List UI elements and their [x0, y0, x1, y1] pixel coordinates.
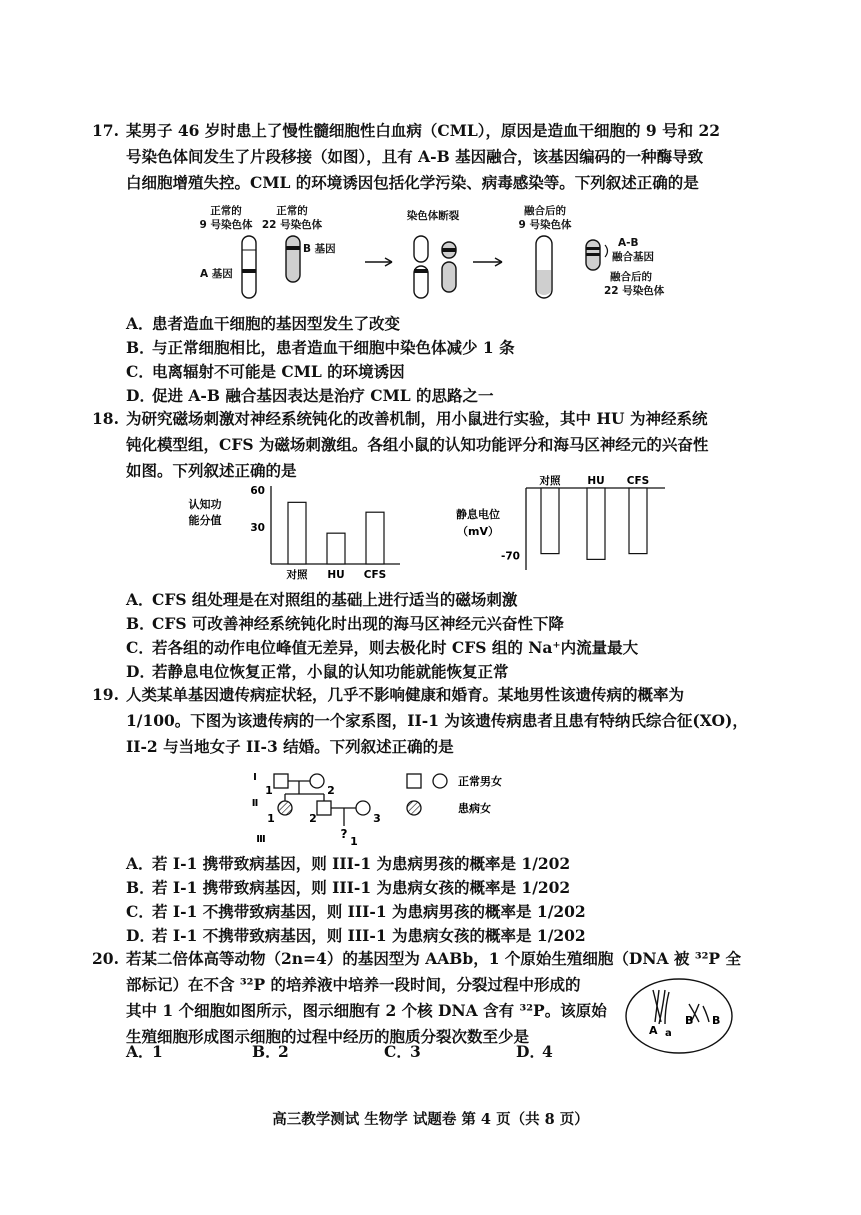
question-17: [92, 118, 772, 196]
q18-option-b[interactable]: B．CFS 可改善神经系统钝化时出现的海马区神经元兴奋性下降: [126, 614, 564, 633]
chromosome-fused-9: [536, 236, 552, 298]
chart1-category-cfs: CFS: [363, 569, 387, 581]
legend-normal-label: 正常男女: [458, 775, 502, 788]
chart1-ytick-60: 60: [250, 485, 265, 497]
chart2-ylabel-line2: （mV）: [457, 525, 499, 538]
chart2-category-cfs: CFS: [626, 475, 650, 487]
pedigree-ii1-label: 1: [267, 812, 275, 825]
q18-option-d[interactable]: D．若静息电位恢复正常，小鼠的认知功能就能恢复正常: [126, 662, 509, 681]
question-text: II-2 与当地女子 II-3 结婚。下列叙述正确的是: [126, 737, 454, 756]
chart1-ylabel-line1: 认知功: [188, 498, 222, 511]
label-gene-b: B 基因: [303, 243, 336, 255]
pedigree-i2-label: 2: [327, 784, 335, 797]
chart1-category-control: 对照: [286, 569, 308, 581]
gene-label-a-upper: A: [649, 1024, 658, 1037]
q19-option-d[interactable]: D．若 I-1 不携带致病基因，则 III-1 为患病女孩的概率是 1/202: [126, 926, 586, 945]
q17-option-a[interactable]: A．患者造血干细胞的基因型发生了改变: [126, 314, 401, 333]
pedigree-i1-male: [274, 774, 288, 788]
chart2-bar-control: [541, 488, 559, 554]
q20-option-a[interactable]: A．1: [126, 1042, 163, 1061]
question-number: 17.: [92, 121, 119, 140]
label-gene-a: A 基因: [200, 268, 233, 280]
generation-label-3: Ⅲ: [256, 834, 266, 845]
pedigree-figure: [244, 766, 564, 856]
chromosome-translocation-figure: [180, 200, 700, 310]
chart2-ylabel-line1: 静息电位: [456, 508, 500, 521]
gene-label-b-1: B: [685, 1014, 694, 1027]
chart2-bar-cfs: [629, 488, 647, 554]
question-18: [92, 406, 772, 484]
q17-option-b[interactable]: B．与正常细胞相比，患者造血干细胞中染色体减少 1 条: [126, 338, 515, 357]
cognitive-score-bar-chart: [185, 478, 415, 588]
pedigree-ii2-label: 2: [309, 812, 317, 825]
pedigree-ii2-male: [317, 801, 331, 815]
q18-option-a[interactable]: A．CFS 组处理是在对照组的基础上进行适当的磁场刺激: [126, 590, 518, 609]
chart1-ytick-30: 30: [250, 522, 265, 534]
chromosome-broken-pair: [414, 236, 456, 298]
chromosome-normal-22: [286, 236, 300, 282]
label-normal-22-line2: 22 号染色体: [261, 219, 323, 231]
question-19: [92, 682, 772, 760]
chart2-category-control: 对照: [539, 475, 561, 487]
pedigree-ii3-female: [356, 801, 370, 815]
question-text: 白细胞增殖失控。CML 的环境诱因包括化学污染、病毒感染等。下列叙述正确的是: [126, 173, 699, 192]
page-footer: 高三教学测试 生物学 试题卷 第 4 页（共 8 页）: [272, 1111, 589, 1128]
question-text: 某男子 46 岁时患上了慢性髓细胞性白血病（CML），原因是造血干细胞的 9 号和 22: [126, 121, 721, 140]
gene-label-b-2: B: [712, 1014, 721, 1027]
gene-label-a-lower: a: [665, 1028, 672, 1039]
question-text: 人类某单基因遗传病症状轻，几乎不影响健康和婚育。某地男性该遗传病的概率为: [126, 685, 685, 704]
chart1-category-hu: HU: [327, 569, 345, 581]
question-text: 号染色体间发生了片段移接（如图），且有 A-B 基因融合，该基因编码的一种酶导致: [126, 147, 704, 166]
label-ab-line1: A-B: [618, 237, 639, 249]
chart2-ytick-neg70: -70: [501, 550, 520, 563]
question-number: 20.: [92, 949, 119, 968]
resting-potential-bar-chart: [440, 474, 680, 584]
q20-option-c[interactable]: C．3: [384, 1042, 421, 1061]
pedigree-ii1-affected-female: [278, 801, 292, 815]
q18-option-c[interactable]: C．若各组的动作电位峰值无差异，则去极化时 CFS 组的 Na⁺内流量最大: [126, 638, 639, 657]
pedigree-iii1-unknown: ?: [340, 827, 348, 841]
label-fused-22-line1: 融合后的: [610, 271, 652, 283]
chromosome-fused-22: [586, 240, 608, 270]
label-chromosome-break: 染色体断裂: [406, 210, 460, 222]
chart1-bar-control: [288, 502, 306, 564]
q20-option-b[interactable]: B．2: [252, 1042, 289, 1061]
chart2-bar-hu: [587, 488, 605, 559]
q20-option-d[interactable]: D．4: [516, 1042, 553, 1061]
chart1-bar-cfs: [366, 512, 384, 564]
pedigree-i2-female: [310, 774, 324, 788]
q19-option-c[interactable]: C．若 I-1 不携带致病基因，则 III-1 为患病男孩的概率是 1/202: [126, 902, 586, 921]
generation-label-2: Ⅱ: [251, 798, 259, 809]
question-text: 其中 1 个细胞如图所示，图示细胞有 2 个核 DNA 含有 ³²P。该原始: [126, 1001, 607, 1020]
pedigree-ii3-label: 3: [373, 812, 381, 825]
label-fused-22-line2: 22 号染色体: [604, 285, 665, 297]
q17-option-c[interactable]: C．电离辐射不可能是 CML 的环境诱因: [126, 362, 405, 381]
label-ab-line2: 融合基因: [612, 251, 654, 263]
legend-affected-label: 患病女: [458, 802, 491, 815]
legend-normal-female-icon: [433, 774, 447, 788]
label-fused-9-line1: 融合后的: [524, 205, 566, 217]
pedigree-iii1-label: 1: [350, 835, 358, 848]
q19-option-a[interactable]: A．若 I-1 携带致病基因，则 III-1 为患病男孩的概率是 1/202: [126, 854, 571, 873]
question-number: 19.: [92, 685, 119, 704]
label-normal-9-line1: 正常的: [210, 205, 242, 217]
q17-option-d[interactable]: D．促进 A-B 融合基因表达是治疗 CML 的思路之一: [126, 386, 494, 405]
generation-label-1: Ⅰ: [253, 772, 257, 783]
label-normal-22-line1: 正常的: [276, 205, 308, 217]
question-text: 1/100。下图为该遗传病的一个家系图，II-1 为该遗传病患者且患有特纳氏综合征(XO)，: [126, 711, 748, 730]
chart1-ylabel-line2: 能分值: [188, 514, 222, 527]
question-text: 生殖细胞形成图示细胞的过程中经历的胞质分裂次数至少是: [126, 1027, 530, 1046]
chart2-category-hu: HU: [587, 475, 605, 487]
chart1-bar-hu: [327, 533, 345, 564]
label-normal-9-line2: 9 号染色体: [199, 219, 253, 231]
question-text: 为研究磁场刺激对神经系统钝化的改善机制，用小鼠进行实验，其中 HU 为神经系统: [126, 409, 708, 428]
chromosome-normal-9: [242, 236, 256, 298]
cell-division-figure: [623, 976, 735, 1056]
question-text: 若某二倍体高等动物（2n=4）的基因型为 AABb，1 个原始生殖细胞（DNA 被 ³²P 全: [126, 949, 741, 968]
q19-option-b[interactable]: B．若 I-1 携带致病基因，则 III-1 为患病女孩的概率是 1/202: [126, 878, 571, 897]
label-fused-9-line2: 9 号染色体: [518, 219, 572, 231]
question-text: 部标记）在不含 ³²P 的培养液中培养一段时间，分裂过程中形成的: [126, 975, 581, 994]
pedigree-i1-label: 1: [265, 784, 273, 797]
question-number: 18.: [92, 409, 119, 428]
legend-normal-male-icon: [407, 774, 421, 788]
question-text: 如图。下列叙述正确的是: [126, 461, 297, 480]
legend-affected-female-icon: [407, 801, 421, 815]
question-text: 钝化模型组，CFS 为磁场刺激组。各组小鼠的认知功能评分和海马区神经元的兴奋性: [126, 435, 709, 454]
